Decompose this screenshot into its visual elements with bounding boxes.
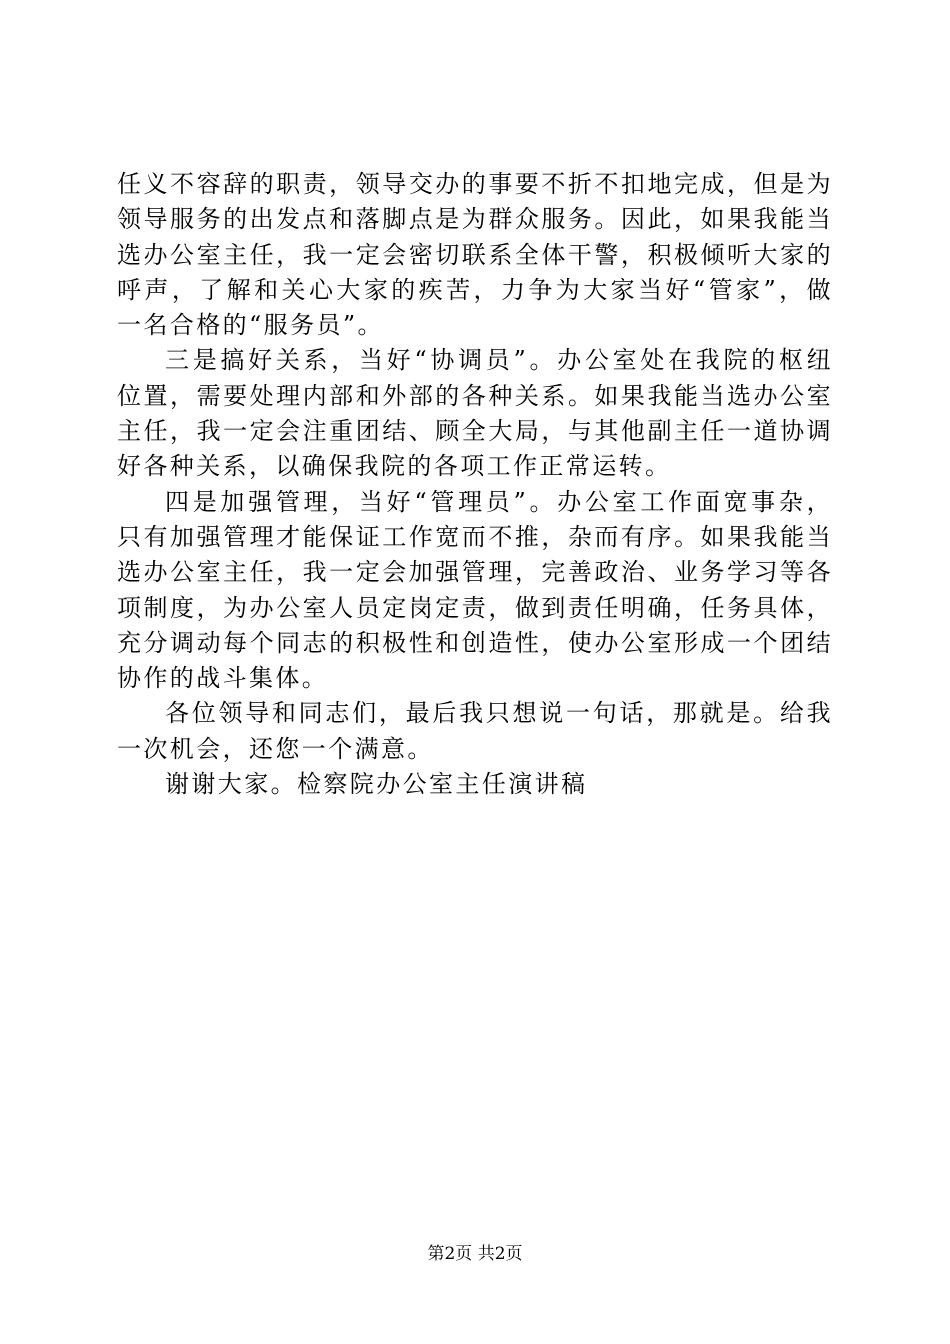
page-footer — [0, 1243, 950, 1265]
text-line: 选办公室主任，我一定会加强管理，完善政治、业务学习等各 — [117, 558, 833, 587]
text-line: 只有加强管理才能保证工作宽而不推，杂而有序。如果我能当 — [117, 522, 833, 551]
paragraph — [117, 343, 833, 484]
text-line: 谢谢大家。检察院办公室主任演讲稿 — [165, 770, 588, 799]
text-line: 呼声，了解和关心大家的疾苦，力争为大家当好“管家”，做 — [117, 275, 833, 304]
text-line: 项制度，为办公室人员定岗定责，做到责任明确，任务具体， — [117, 593, 833, 622]
text-line: 协作的战斗集体。 — [117, 664, 329, 693]
text-line: 四是加强管理，当好“管理员”。办公室工作面宽事杂， — [165, 487, 833, 516]
text-line: 三是搞好关系，当好“协调员”。办公室处在我院的枢纽 — [165, 346, 833, 375]
text-line: 一次机会，还您一个满意。 — [117, 734, 434, 763]
text-line: 主任，我一定会注重团结、顾全大局，与其他副主任一道协调 — [117, 417, 833, 446]
text-line: 位置，需要处理内部和外部的各种关系。如果我能当选办公室 — [117, 381, 833, 410]
paragraph — [117, 767, 833, 802]
text-line: 好各种关系，以确保我院的各项工作正常运转。 — [117, 452, 672, 481]
text-line: 一名合格的“服务员”。 — [117, 311, 384, 340]
text-line: 选办公室主任，我一定会密切联系全体干警，积极倾听大家的 — [117, 240, 833, 269]
text-line: 任义不容辞的职责，领导交办的事要不折不扣地完成，但是为 — [117, 170, 833, 198]
page-number-label: 第2页 共2页 — [427, 1244, 523, 1264]
paragraph — [117, 696, 833, 767]
text-line: 各位领导和同志们，最后我只想说一句话，那就是。给我 — [165, 699, 833, 728]
paragraph — [117, 485, 833, 697]
paragraph — [117, 167, 833, 343]
text-line: 充分调动每个同志的积极性和创造性，使办公室形成一个团结 — [117, 628, 833, 657]
text-line: 领导服务的出发点和落脚点是为群众服务。因此，如果我能当 — [117, 205, 833, 234]
document-body — [117, 167, 833, 802]
